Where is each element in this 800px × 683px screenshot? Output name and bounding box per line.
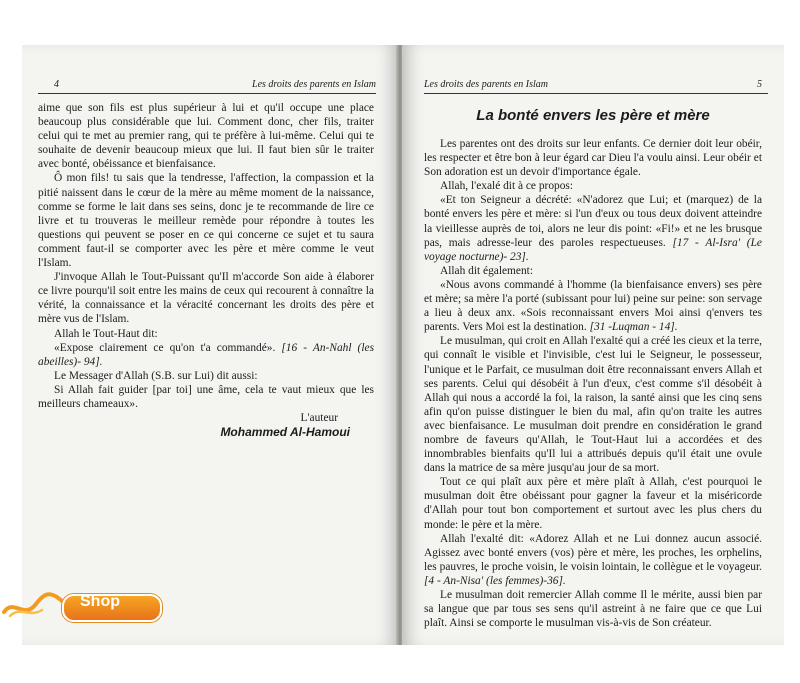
paragraph: Ô mon fils! tu sais que la tendresse, l'affection, la compassion et la pitié naissent dans le cœur de la mère au même moment de la naissance, comme se forme le lait dans ses seins, donc je te recommande de lire ce livre et tu trouveras le meilleur remède pour répondre à toutes les questions qui peuvent se poser en ce qui concerne ce sujet et tu saura comment faut-il se comporter avec les père et mère comme le veut l'Islam. xyxy=(38,172,374,270)
quote-reference: [4 - An-Nisa' (les femmes)-36]. xyxy=(424,574,566,587)
paragraph: Les parentes ont des droits sur leur enfants. Ce dernier doit leur obéir, les respecter et être bon à leur égard car Dieu l'a voulu ainsi. Leur obéir et Son adoration est un devoir d'importance égale. xyxy=(424,138,762,179)
paragraph: Le musulman doit remercier Allah comme Il le mérite, aussi bien par sa langue que par tous ses sens qu'il astreint à ne faire que ce que Lui plaît. Ainsi se comporte le musulman vis-à-vis de Son créateur. xyxy=(424,589,762,630)
page-number: 5 xyxy=(757,79,762,90)
running-title: Les droits des parents en Islam xyxy=(424,79,548,90)
quote-text: «Nous avons commandé à l'homme (la bienfaisance envers) ses père et mère; sa mère l'a porté (subissant pour lui) peine sur peine: son servage a lieu à deux anx. «Sois reconnaissant envers Moi ainsi q'envers tes parents. Vers Moi est la destination. xyxy=(424,278,762,334)
left-page-body xyxy=(38,101,374,439)
logo-text: Shop xyxy=(80,593,120,610)
chapter-title: La bonté envers les père et mère xyxy=(476,107,710,124)
right-page-header xyxy=(424,77,768,94)
quote-text: «Expose clairement ce qu'on t'a commandé». xyxy=(54,341,276,354)
right-page-body xyxy=(424,137,762,630)
right-page xyxy=(402,45,784,645)
paragraph: aime que son fils est plus supérieur à lui et qu'il occupe une place beaucoup plus considérable que lui. Comment donc, cher fils, traiter celui qui te met au premier rang, qui te préfère à lui-même. Celui qui te souhaite de devenir beaucoup mieux que lui. Il faut bien sûr le traiter avec bonté, obéissance et bienfaisance. xyxy=(38,102,374,171)
quote-reference: [31 -Luqman - 14]. xyxy=(589,321,678,334)
paragraph: Tout ce qui plaît aux père et mère plaît à Allah, c'est pourquoi le musulman doit être obéissant pour gagner la faveur et la miséricorde d'Allah pour tout bon comportement et surtout avec les plus chers du monde: le père et la mère. xyxy=(424,476,762,531)
paragraph: J'invoque Allah le Tout-Puissant qu'Il m'accorde Son aide à élaborer ce livre pourqu'il soit entre les mains de ceux qui recourent à connaître la vérité, la connaissance et la véracité concernant les droits des père et mère vus de l'Islam. xyxy=(38,271,374,326)
quote-reference: [17 - Al-Isra' (Le voyage nocturne)- 23]. xyxy=(424,236,762,263)
quote-reference: [16 - An-Nahl (les abeilles)- 94]. xyxy=(38,341,374,368)
quote-text: «Et ton Seigneur a décrété: «N'adorez que Lui; et (marquez) de la bonté envers les père et mère: si l'un d'eux ou tous deux doivent atteindre la vieillesse auprès de toi, alors ne leur dis point: «Fi!» et ne les brusque pas, mais adresse-leur des paroles respectueuses. xyxy=(424,194,762,249)
paragraph: Allah le Tout-Haut dit: xyxy=(54,327,158,340)
shop-logo xyxy=(2,588,162,622)
paragraph: Allah, l'exalé dit à ce propos: xyxy=(440,180,574,193)
paragraph: Le Messager d'Allah (S.B. sur Lui) dit aussi: xyxy=(54,369,258,382)
paragraph: Le musulman, qui croit en Allah l'exalté qui a créé les cieux et la terre, qui connaît le visible et l'invisible, c'est lui le Seigneur, le possesseur, l'unique et le Parfait, ce musulman doit être reconnaissant envers Allah et ses parents. Celui qui désobéit à l'un d'eux, c'est comme s'il désobéit à Allah qui nous a accordé la foi, la raison, la santé ainsi que les cinq sens afin qu'on puisse distinguer le bien du mal, afin qu'on traite les autres avec bienfaisance. Le musulman doit prendre en considération le grand nombre de faveurs qu'Allah, le Tout-Haut lui a accordées et des innombrables bienfaits qu'Il lui a attribués depuis qu'il était une ovule dans la matrice de sa mère jusqu'au jour de sa mort. xyxy=(424,335,762,475)
page-number: 4 xyxy=(54,79,59,90)
quote-paragraph xyxy=(424,278,762,334)
signature-label: L'auteur xyxy=(300,412,338,425)
left-page-header xyxy=(38,77,376,94)
quote-paragraph xyxy=(424,532,762,588)
left-page xyxy=(22,45,398,645)
open-book xyxy=(22,45,784,645)
paragraph: Allah dit également: xyxy=(440,264,533,277)
paragraph: Si Allah fait guider [par toi] une âme, cela te vaut mieux que les meilleurs chameaux». xyxy=(38,383,374,410)
quote-paragraph xyxy=(424,193,762,263)
running-title: Les droits des parents en Islam xyxy=(252,79,376,90)
quote-text: Allah l'exalté dit: «Adorez Allah et ne Lui donnez aucun associé. Agissez avec bonté envers (vos) père et mère, les proches, les orphelins, les pauvres, le proche voisin, le voisin lointain, le collègue et le voyageur. xyxy=(424,532,762,573)
author-name: Mohammed Al-Hamoui xyxy=(220,425,350,440)
quote-paragraph xyxy=(38,341,374,369)
